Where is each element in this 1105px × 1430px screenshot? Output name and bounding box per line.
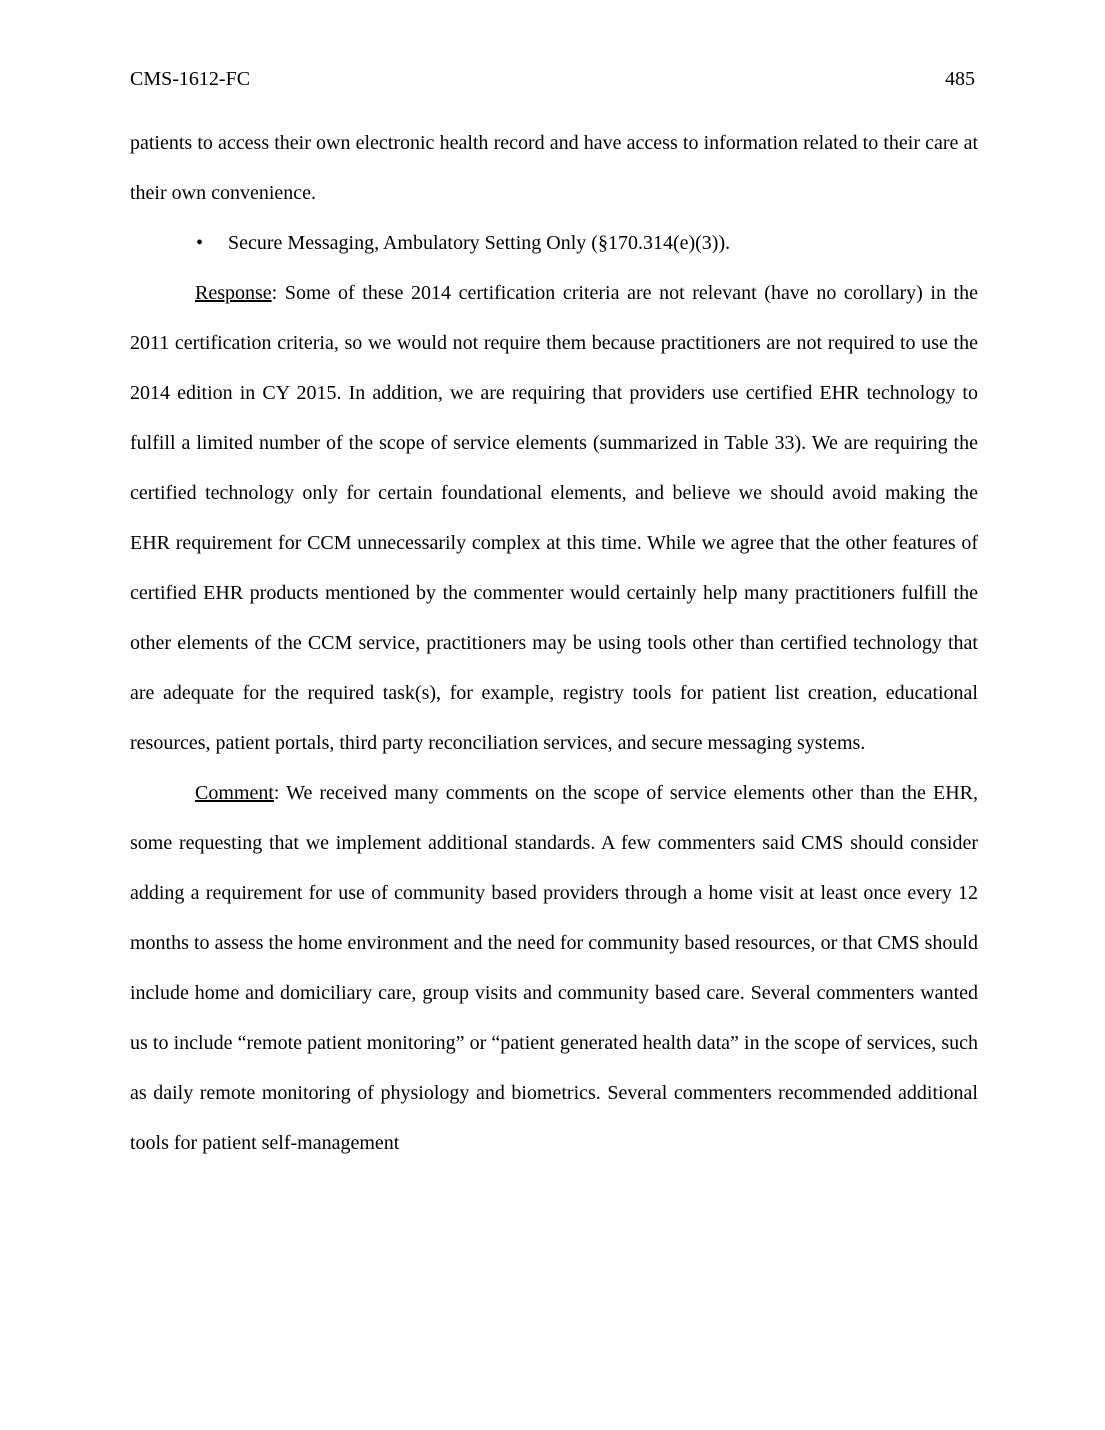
page-header [130,64,975,94]
comment-label: Comment [195,782,274,804]
response-text: : Some of these 2014 certification criteria are not relevant (have no corollary) in the 2011 certification criteria, so we would not require them because practitioners are not required to use the 2014 edition in CY 2015. In addition, we are requiring that providers use certified EHR technology to fulfill a limited number of the scope of service elements (summarized in Table 33). We are requiring the certified technology only for certain foundational elements, and believe we should avoid making the EHR requirement for CCM unnecessarily complex at this time. While we agree that the other features of certified EHR products mentioned by the commenter would certainly help many practitioners fulfill the other elements of the CCM service, practitioners may be using tools other than certified technology that are adequate for the required task(s), for example, registry tools for patient list creation, educational resources, patient portals, third party reconciliation services, and secure messaging systems. [130,282,978,754]
bullet-glyph: • [196,232,204,254]
bullet-item [130,218,978,268]
document-id: CMS-1612-FC [130,68,251,90]
response-paragraph [130,268,978,768]
comment-text: : We received many comments on the scope of service elements other than the EHR, some requesting that we implement additional standards. A few commenters said CMS should consider adding a requirement for use of community based providers through a home visit at least once every 12 months to assess the home environment and the need for community based resources, or that CMS should include home and domiciliary care, group visits and community based care. Several commenters wanted us to include “remote patient monitoring” or “patient generated health data” in the scope of services, such as daily remote monitoring of physiology and biometrics. Several commenters recommended additional tools for patient self-management [130,782,978,1154]
document-body [130,118,978,1168]
comment-paragraph [130,768,978,1168]
bullet-text: Secure Messaging, Ambulatory Setting Only (§170.314(e)(3)). [228,232,731,254]
paragraph-continuation: patients to access their own electronic health record and have access to information related to their care at their own convenience. [130,132,978,204]
page-number: 485 [945,68,975,90]
response-label: Response [195,282,272,304]
